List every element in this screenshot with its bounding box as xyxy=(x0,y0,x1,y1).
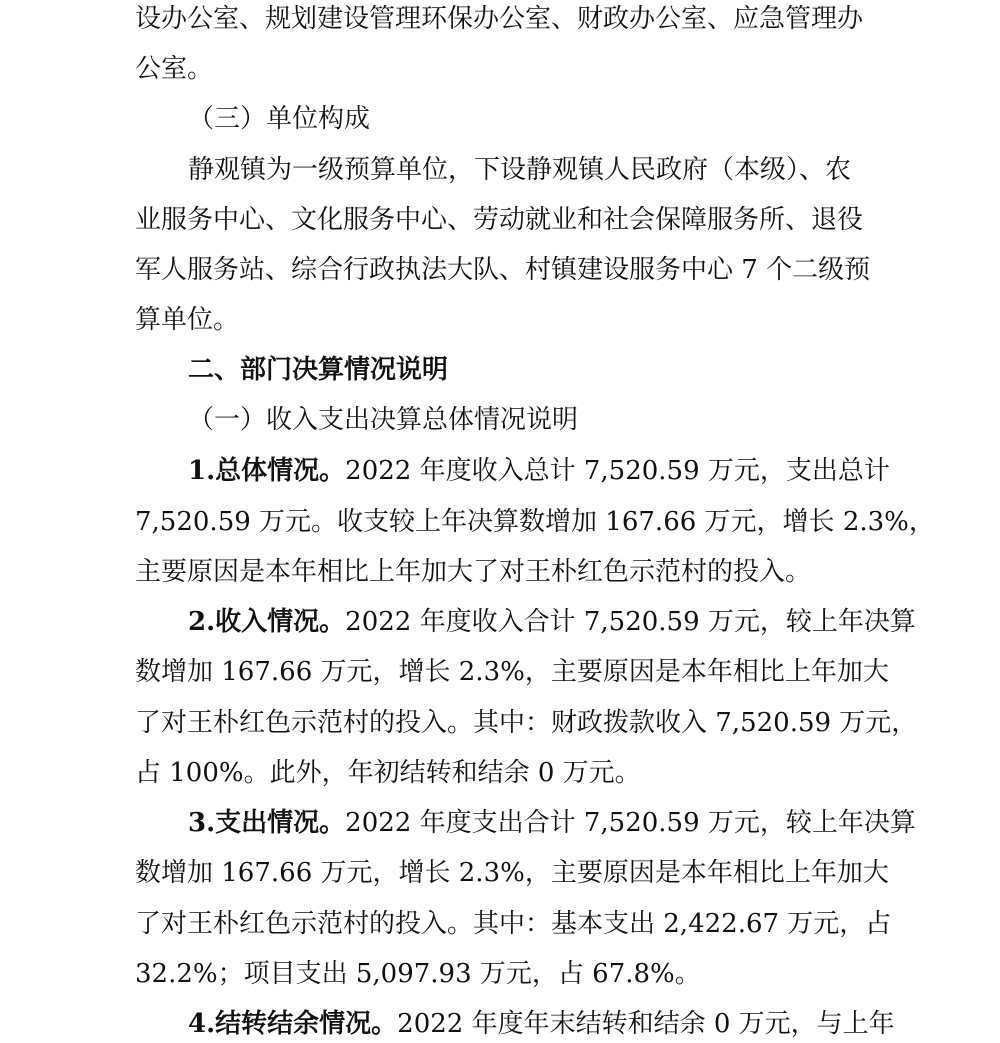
paragraph-line: 静观镇为一级预算单位，下设静观镇人民政府（本级）、农 xyxy=(188,155,852,185)
paragraph-line xyxy=(0,806,1000,840)
paragraph-text: 2022 年度收入合计 7,520.59 万元，较上年决算 xyxy=(345,607,916,637)
paragraph-line: 7,520.59 万元。收支较上年决算数增加 167.66 万元，增长 2.3%， xyxy=(135,507,935,537)
paragraph-line: 业服务中心、文化服务中心、劳动就业和社会保障服务所、退役 xyxy=(135,205,864,235)
subsection-heading: （一）收入支出决算总体情况说明 xyxy=(188,405,579,435)
paragraph-lead: 3.支出情况。 xyxy=(188,808,346,838)
paragraph-lead: 4.结转结余情况。 xyxy=(188,1009,398,1039)
paragraph-line: 军人服务站、综合行政执法大队、村镇建设服务中心 7 个二级预 xyxy=(135,255,871,285)
subsection-heading: （三）单位构成 xyxy=(188,104,371,134)
section-heading: 二、部门决算情况说明 xyxy=(188,355,449,385)
paragraph-text: 2022 年度收入总计 7,520.59 万元，支出总计 xyxy=(345,456,890,486)
paragraph-line: 数增加 167.66 万元，增长 2.3%，主要原因是本年相比上年加大 xyxy=(135,657,889,687)
paragraph-lead: 1.总体情况。 xyxy=(188,456,346,486)
paragraph-line: 了对王朴红色示范村的投入。其中：财政拨款收入 7,520.59 万元， xyxy=(135,708,918,738)
paragraph-line xyxy=(0,1007,1000,1041)
paragraph-line: 设办公室、规划建设管理环保办公室、财政办公室、应急管理办 xyxy=(135,4,864,34)
paragraph-line: 主要原因是本年相比上年加大了对王朴红色示范村的投入。 xyxy=(135,557,812,587)
paragraph-line: 数增加 167.66 万元，增长 2.3%，主要原因是本年相比上年加大 xyxy=(135,858,889,888)
paragraph-lead: 2.收入情况。 xyxy=(188,607,346,637)
paragraph-line: 占 100%。此外，年初结转和结余 0 万元。 xyxy=(135,758,641,788)
paragraph-text: 2022 年度年末结转和结余 0 万元，与上年 xyxy=(397,1009,895,1039)
paragraph-line: 算单位。 xyxy=(135,305,240,335)
paragraph-line: 公室。 xyxy=(135,54,214,84)
paragraph-line xyxy=(0,605,1000,639)
paragraph-line xyxy=(0,454,1000,488)
paragraph-line: 了对王朴红色示范村的投入。其中：基本支出 2,422.67 万元，占 xyxy=(135,909,892,939)
paragraph-line: 32.2%；项目支出 5,097.93 万元，占 67.8%。 xyxy=(135,959,701,989)
paragraph-text: 2022 年度支出合计 7,520.59 万元，较上年决算 xyxy=(345,808,916,838)
